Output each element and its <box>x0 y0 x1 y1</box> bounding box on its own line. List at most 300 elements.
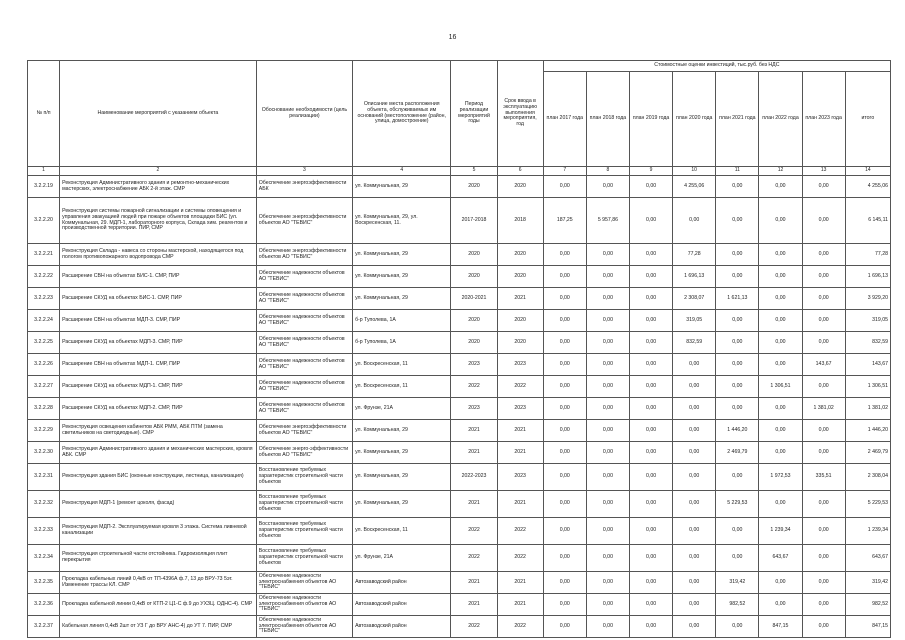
header-2018: план 2018 года <box>586 72 629 167</box>
row-number: 3.2.2.26 <box>28 354 60 376</box>
row-deadline: 2020 <box>497 310 543 332</box>
row-value-2020: 0,00 <box>673 376 716 398</box>
row-period: 2017-2018 <box>451 198 497 244</box>
row-value-2020: 2 308,07 <box>673 288 716 310</box>
row-value-2020: 4 255,06 <box>673 176 716 198</box>
row-number: 3.2.2.27 <box>28 376 60 398</box>
row-value-2020: 0,00 <box>673 518 716 545</box>
table-row <box>28 518 891 545</box>
row-value-2023: 0,00 <box>802 376 845 398</box>
row-value-2021: 0,00 <box>716 332 759 354</box>
row-deadline: 2021 <box>497 572 543 594</box>
row-value-2019: 0,00 <box>629 518 672 545</box>
table-row <box>28 354 891 376</box>
row-period: 2020 <box>451 244 497 266</box>
row-name: Реконструкция строительной части отстойника. Гидроизоляция плит перекрытия <box>60 545 257 572</box>
table-row <box>28 545 891 572</box>
row-location: ул. Коммунальная, 29 <box>353 266 451 288</box>
row-value-2021: 0,00 <box>716 616 759 638</box>
row-value-2017: 0,00 <box>543 310 586 332</box>
row-name: Расширение СВН на объектах МДП-1. СМР, ПИР <box>60 354 257 376</box>
row-value-2018: 0,00 <box>586 491 629 518</box>
row-rationale: Обеспечение надежности объектов АО "ТЕВИС" <box>256 310 352 332</box>
row-value-2019: 0,00 <box>629 266 672 288</box>
row-total: 5 229,53 <box>845 491 890 518</box>
row-value-2023: 1 381,02 <box>802 398 845 420</box>
row-value-2022: 1 306,51 <box>759 376 802 398</box>
row-location: ул. Коммунальная, 29 <box>353 288 451 310</box>
column-number: 14 <box>845 167 890 176</box>
row-total: 77,28 <box>845 244 890 266</box>
row-period: 2022 <box>451 616 497 638</box>
row-name: Прокладка кабельных линий 0,4кВ от ТП-4396А ф.7, 13 до ВРУ-73 5эт. Изменение трассы КЛ. СМР <box>60 572 257 594</box>
row-value-2018: 0,00 <box>586 332 629 354</box>
row-period: 2021 <box>451 491 497 518</box>
row-value-2018: 0,00 <box>586 518 629 545</box>
row-rationale: Обеспечение надежности электроснабжения объектов АО "ТЕВИС" <box>256 594 352 616</box>
row-value-2021: 0,00 <box>716 310 759 332</box>
row-value-2022: 0,00 <box>759 244 802 266</box>
row-value-2019: 0,00 <box>629 176 672 198</box>
row-value-2018: 0,00 <box>586 176 629 198</box>
row-value-2018: 0,00 <box>586 266 629 288</box>
row-value-2020: 319,05 <box>673 310 716 332</box>
row-period: 2020-2021 <box>451 288 497 310</box>
row-name: Реконструкция МДП-1 (ремонт цоколя, фасад) <box>60 491 257 518</box>
header-location: Описание места расположения объекта, обслуживаемых им оснований (местоположение (район, улица, домостроение) <box>353 61 451 167</box>
table-row <box>28 310 891 332</box>
row-location: ул. Фрунзе, 21А <box>353 398 451 420</box>
table-row <box>28 442 891 464</box>
row-number: 3.2.2.33 <box>28 518 60 545</box>
row-rationale: Обеспечение надежности объектов АО "ТЕВИС" <box>256 288 352 310</box>
header-2019: план 2019 года <box>629 72 672 167</box>
row-value-2018: 0,00 <box>586 288 629 310</box>
row-location: ул. Воскресенская, 11 <box>353 376 451 398</box>
row-name: Расширение СВН на объектах МДП-3. СМР, ПИР <box>60 310 257 332</box>
table-row <box>28 266 891 288</box>
row-name: Прокладка кабельной линии 0,4кВ от КТП-2 Ц1-С ф.9 до УХЗЦ. ОДНС-4). СМР <box>60 594 257 616</box>
row-rationale: Восстановление требуемых характеристик строительной части объектов <box>256 518 352 545</box>
row-value-2023: 0,00 <box>802 545 845 572</box>
row-deadline: 2018 <box>497 198 543 244</box>
row-rationale: Обеспечение надежности электроснабжения объектов АО "ТЕВИС" <box>256 572 352 594</box>
column-number: 9 <box>629 167 672 176</box>
row-value-2023: 0,00 <box>802 310 845 332</box>
row-value-2017: 0,00 <box>543 518 586 545</box>
row-deadline: 2021 <box>497 491 543 518</box>
row-total: 319,42 <box>845 572 890 594</box>
row-deadline: 2020 <box>497 266 543 288</box>
row-period: 2021 <box>451 420 497 442</box>
row-period: 2021 <box>451 594 497 616</box>
table-row <box>28 244 891 266</box>
row-deadline: 2023 <box>497 398 543 420</box>
row-total: 2 308,04 <box>845 464 890 491</box>
row-value-2018: 0,00 <box>586 442 629 464</box>
table-row <box>28 572 891 594</box>
row-total: 4 255,06 <box>845 176 890 198</box>
column-number-row <box>28 167 891 176</box>
row-name: Реконструкция Административного здания и ремонтно-механических мастерских, электроснабжение АБК 2-й этаж. СМР <box>60 176 257 198</box>
row-value-2020: 0,00 <box>673 464 716 491</box>
table-row <box>28 332 891 354</box>
row-value-2018: 0,00 <box>586 594 629 616</box>
row-number: 3.2.2.21 <box>28 244 60 266</box>
row-value-2023: 0,00 <box>802 266 845 288</box>
row-value-2019: 0,00 <box>629 545 672 572</box>
header-total: итого <box>845 72 890 167</box>
row-name: Расширение СКУД на объектах МДП-3. СМР, ПИР <box>60 332 257 354</box>
row-value-2018: 0,00 <box>586 464 629 491</box>
row-value-2023: 335,51 <box>802 464 845 491</box>
table-row <box>28 176 891 198</box>
column-number: 3 <box>256 167 352 176</box>
column-number: 8 <box>586 167 629 176</box>
row-deadline: 2022 <box>497 616 543 638</box>
row-value-2018: 0,00 <box>586 376 629 398</box>
row-value-2018: 0,00 <box>586 244 629 266</box>
row-value-2017: 0,00 <box>543 354 586 376</box>
row-value-2017: 0,00 <box>543 420 586 442</box>
row-value-2023: 0,00 <box>802 420 845 442</box>
row-name: Расширение СВН на объектах БИС-1. СМР, ПИР <box>60 266 257 288</box>
row-value-2021: 0,00 <box>716 266 759 288</box>
row-location: ул. Коммунальная, 29 <box>353 491 451 518</box>
row-name: Реконструкция Административного здания и механических мастерских, кровля АБК. СМР <box>60 442 257 464</box>
row-value-2017: 0,00 <box>543 288 586 310</box>
row-value-2019: 0,00 <box>629 572 672 594</box>
table-row <box>28 594 891 616</box>
row-name: Реконструкция системы пожарной сигнализации и системы оповещения и управления эвакуацией людей при пожаре объектов площадки БИС (ул. Коммунальная, 29. МДП-1, лабораторного корпуса, Склада хим. реагентов и производственной территории. ПИР, СМР <box>60 198 257 244</box>
row-value-2017: 0,00 <box>543 594 586 616</box>
table-row <box>28 616 891 638</box>
row-number: 3.2.2.20 <box>28 198 60 244</box>
row-name: Реконструкция здания БИС (оконные конструкции, лестница, канализация) <box>60 464 257 491</box>
column-number: 11 <box>716 167 759 176</box>
row-location: ул. Коммунальная, 29 <box>353 176 451 198</box>
row-value-2021: 0,00 <box>716 398 759 420</box>
row-period: 2020 <box>451 176 497 198</box>
row-number: 3.2.2.22 <box>28 266 60 288</box>
row-value-2021: 0,00 <box>716 545 759 572</box>
row-number: 3.2.2.28 <box>28 398 60 420</box>
row-value-2020: 0,00 <box>673 616 716 638</box>
row-deadline: 2022 <box>497 518 543 545</box>
row-value-2022: 0,00 <box>759 198 802 244</box>
row-value-2018: 0,00 <box>586 545 629 572</box>
header-2021: план 2021 года <box>716 72 759 167</box>
row-value-2018: 0,00 <box>586 572 629 594</box>
row-value-2022: 0,00 <box>759 288 802 310</box>
column-number: 2 <box>60 167 257 176</box>
row-location: ул. Воскресенская, 11 <box>353 354 451 376</box>
row-value-2017: 0,00 <box>543 442 586 464</box>
row-value-2017: 0,00 <box>543 266 586 288</box>
row-value-2022: 0,00 <box>759 420 802 442</box>
row-period: 2021 <box>451 572 497 594</box>
row-total: 982,52 <box>845 594 890 616</box>
row-value-2022: 0,00 <box>759 354 802 376</box>
row-value-2022: 0,00 <box>759 266 802 288</box>
row-value-2023: 0,00 <box>802 176 845 198</box>
row-value-2017: 0,00 <box>543 491 586 518</box>
row-total: 6 145,11 <box>845 198 890 244</box>
row-name: Реконструкция Склада - навеса со стороны мастерской, находящегося под пологом противопожарного водопровода СМР <box>60 244 257 266</box>
row-value-2017: 0,00 <box>543 376 586 398</box>
row-period: 2023 <box>451 354 497 376</box>
row-value-2021: 5 229,53 <box>716 491 759 518</box>
row-location: ул. Коммунальная, 29 <box>353 244 451 266</box>
row-location: ул. Коммунальная, 29 <box>353 420 451 442</box>
header-2020: план 2020 года <box>673 72 716 167</box>
row-rationale: Обеспечение надежности объектов АО "ТЕВИС" <box>256 332 352 354</box>
row-location: ул. Коммунальная, 29, ул. Воскресенская, 11. <box>353 198 451 244</box>
row-location: Автозаводский район <box>353 616 451 638</box>
row-location: Автозаводский район <box>353 594 451 616</box>
row-rationale: Обеспечение энерго-эффективности объектов АО "ТЕВИС" <box>256 442 352 464</box>
row-value-2023: 0,00 <box>802 198 845 244</box>
row-deadline: 2021 <box>497 420 543 442</box>
row-deadline: 2021 <box>497 442 543 464</box>
header-rationale: Обоснование необходимости (цель реализации) <box>256 61 352 167</box>
row-total: 3 929,20 <box>845 288 890 310</box>
row-total: 1 696,13 <box>845 266 890 288</box>
row-value-2020: 0,00 <box>673 398 716 420</box>
row-value-2022: 1 972,53 <box>759 464 802 491</box>
row-deadline: 2020 <box>497 332 543 354</box>
row-value-2022: 0,00 <box>759 310 802 332</box>
row-value-2019: 0,00 <box>629 491 672 518</box>
row-value-2023: 0,00 <box>802 518 845 545</box>
row-value-2020: 0,00 <box>673 420 716 442</box>
row-value-2021: 319,42 <box>716 572 759 594</box>
row-rationale: Обеспечение надежности объектов АО "ТЕВИС" <box>256 266 352 288</box>
row-value-2023: 0,00 <box>802 572 845 594</box>
row-number: 3.2.2.25 <box>28 332 60 354</box>
row-value-2018: 0,00 <box>586 354 629 376</box>
row-value-2021: 0,00 <box>716 518 759 545</box>
row-rationale: Восстановление требуемых характеристик строительной части объектов <box>256 491 352 518</box>
row-total: 319,05 <box>845 310 890 332</box>
row-number: 3.2.2.35 <box>28 572 60 594</box>
row-deadline: 2023 <box>497 354 543 376</box>
row-value-2019: 0,00 <box>629 594 672 616</box>
table-row <box>28 491 891 518</box>
column-number: 10 <box>673 167 716 176</box>
row-rationale: Обеспечение надежности объектов АО "ТЕВИС" <box>256 376 352 398</box>
table-row <box>28 288 891 310</box>
row-value-2020: 0,00 <box>673 442 716 464</box>
row-total: 643,67 <box>845 545 890 572</box>
row-value-2019: 0,00 <box>629 354 672 376</box>
row-deadline: 2021 <box>497 288 543 310</box>
row-value-2017: 0,00 <box>543 176 586 198</box>
row-name: Расширение СКУД на объектах БИС-1. СМР, ПИР <box>60 288 257 310</box>
row-value-2022: 847,15 <box>759 616 802 638</box>
row-location: б-р Туполева, 1А <box>353 310 451 332</box>
row-value-2019: 0,00 <box>629 198 672 244</box>
row-number: 3.2.2.24 <box>28 310 60 332</box>
row-period: 2023 <box>451 398 497 420</box>
row-value-2020: 0,00 <box>673 572 716 594</box>
row-value-2023: 0,00 <box>802 288 845 310</box>
row-rationale: Восстановление требуемых характеристик строительной части объектов <box>256 464 352 491</box>
row-number: 3.2.2.34 <box>28 545 60 572</box>
row-rationale: Обеспечение энергоэффективности АБК <box>256 176 352 198</box>
row-total: 832,59 <box>845 332 890 354</box>
row-total: 1 446,20 <box>845 420 890 442</box>
row-value-2023: 0,00 <box>802 442 845 464</box>
table-row <box>28 420 891 442</box>
row-period: 2022 <box>451 518 497 545</box>
row-deadline: 2020 <box>497 244 543 266</box>
row-value-2023: 0,00 <box>802 594 845 616</box>
row-value-2021: 0,00 <box>716 464 759 491</box>
row-value-2022: 0,00 <box>759 491 802 518</box>
row-value-2021: 1 446,20 <box>716 420 759 442</box>
row-period: 2022 <box>451 545 497 572</box>
row-value-2022: 0,00 <box>759 594 802 616</box>
row-value-2022: 1 239,34 <box>759 518 802 545</box>
row-value-2020: 0,00 <box>673 491 716 518</box>
table-body <box>28 176 891 638</box>
row-period: 2022-2023 <box>451 464 497 491</box>
row-value-2021: 0,00 <box>716 198 759 244</box>
row-name: Кабельная линия 0,4кВ 2шт от УЗ Г до ВРУ АНС-4) до УТ 7. ПИР, СМР <box>60 616 257 638</box>
row-value-2022: 0,00 <box>759 332 802 354</box>
column-number: 6 <box>497 167 543 176</box>
row-name: Расширение СКУД на объектах МДП-1. СМР, ПИР <box>60 376 257 398</box>
column-number: 5 <box>451 167 497 176</box>
column-number: 7 <box>543 167 586 176</box>
row-value-2017: 187,25 <box>543 198 586 244</box>
header-period: Период реализации мероприятий годы <box>451 61 497 167</box>
row-rationale: Обеспечение надежности электроснабжения объектов АО "ТЕВИС" <box>256 616 352 638</box>
row-value-2018: 5 957,86 <box>586 198 629 244</box>
row-rationale: Обеспечение энергоэффективности объектов АО "ТЕВИС" <box>256 198 352 244</box>
row-value-2019: 0,00 <box>629 442 672 464</box>
row-value-2021: 1 621,13 <box>716 288 759 310</box>
row-value-2020: 0,00 <box>673 198 716 244</box>
row-period: 2021 <box>451 442 497 464</box>
table-row <box>28 464 891 491</box>
row-deadline: 2023 <box>497 464 543 491</box>
row-value-2021: 0,00 <box>716 176 759 198</box>
row-value-2023: 0,00 <box>802 244 845 266</box>
row-value-2023: 143,67 <box>802 354 845 376</box>
row-value-2021: 2 469,79 <box>716 442 759 464</box>
row-number: 3.2.2.23 <box>28 288 60 310</box>
row-number: 3.2.2.29 <box>28 420 60 442</box>
row-number: 3.2.2.30 <box>28 442 60 464</box>
row-location: ул. Фрунзе, 21А <box>353 545 451 572</box>
row-rationale: Восстановление требуемых характеристик строительной части объектов <box>256 545 352 572</box>
row-value-2019: 0,00 <box>629 464 672 491</box>
column-number: 1 <box>28 167 60 176</box>
row-value-2017: 0,00 <box>543 244 586 266</box>
row-value-2020: 0,00 <box>673 354 716 376</box>
row-total: 143,67 <box>845 354 890 376</box>
row-period: 2022 <box>451 376 497 398</box>
row-value-2019: 0,00 <box>629 244 672 266</box>
row-number: 3.2.2.31 <box>28 464 60 491</box>
row-total: 847,15 <box>845 616 890 638</box>
row-value-2022: 0,00 <box>759 176 802 198</box>
row-value-2021: 0,00 <box>716 376 759 398</box>
row-deadline: 2020 <box>497 176 543 198</box>
column-number: 13 <box>802 167 845 176</box>
row-value-2018: 0,00 <box>586 616 629 638</box>
row-value-2019: 0,00 <box>629 616 672 638</box>
row-value-2017: 0,00 <box>543 464 586 491</box>
row-name: Реконструкция МДП-2. Эксплуатируемая кровля 3 этажа. Система ливневой канализации <box>60 518 257 545</box>
row-number: 3.2.2.19 <box>28 176 60 198</box>
row-value-2018: 0,00 <box>586 420 629 442</box>
row-location: Автозаводский район <box>353 572 451 594</box>
row-total: 1 239,34 <box>845 518 890 545</box>
row-rationale: Обеспечение энергоэффективности объектов АО "ТЕВИС" <box>256 420 352 442</box>
row-rationale: Обеспечение надежности объектов АО "ТЕВИС" <box>256 398 352 420</box>
row-location: б-р Туполева, 1А <box>353 332 451 354</box>
row-value-2023: 0,00 <box>802 491 845 518</box>
table-row <box>28 398 891 420</box>
row-value-2020: 832,59 <box>673 332 716 354</box>
row-location: ул. Коммунальная, 29 <box>353 464 451 491</box>
row-rationale: Обеспечение энергоэффективности объектов АО "ТЕВИС" <box>256 244 352 266</box>
row-value-2020: 77,28 <box>673 244 716 266</box>
row-value-2019: 0,00 <box>629 420 672 442</box>
row-location: ул. Воскресенская, 11 <box>353 518 451 545</box>
row-deadline: 2022 <box>497 545 543 572</box>
row-value-2018: 0,00 <box>586 398 629 420</box>
header-deadline: Срок ввода в эксплуатацию выполнения мероприятия, год <box>497 61 543 167</box>
page-number: 16 <box>448 34 457 41</box>
table-row <box>28 198 891 244</box>
row-period: 2020 <box>451 332 497 354</box>
header-no: № п/п <box>28 61 60 167</box>
row-value-2019: 0,00 <box>629 310 672 332</box>
header-2017: план 2017 года <box>543 72 586 167</box>
row-value-2021: 982,52 <box>716 594 759 616</box>
row-value-2017: 0,00 <box>543 545 586 572</box>
row-number: 3.2.2.36 <box>28 594 60 616</box>
row-value-2019: 0,00 <box>629 332 672 354</box>
row-rationale: Обеспечение надежности объектов АО "ТЕВИС" <box>256 354 352 376</box>
row-deadline: 2021 <box>497 594 543 616</box>
row-value-2022: 0,00 <box>759 398 802 420</box>
header-2023: план 2023 года <box>802 72 845 167</box>
row-name: Расширение СКУД на объектах МДП-2. СМР, ПИР <box>60 398 257 420</box>
row-value-2017: 0,00 <box>543 572 586 594</box>
header-2022: план 2022 года <box>759 72 802 167</box>
row-value-2020: 0,00 <box>673 594 716 616</box>
row-value-2023: 0,00 <box>802 332 845 354</box>
row-value-2019: 0,00 <box>629 398 672 420</box>
row-value-2019: 0,00 <box>629 376 672 398</box>
row-value-2022: 0,00 <box>759 572 802 594</box>
row-value-2020: 0,00 <box>673 545 716 572</box>
row-period: 2020 <box>451 266 497 288</box>
row-location: ул. Коммунальная, 29 <box>353 442 451 464</box>
row-number: 3.2.2.37 <box>28 616 60 638</box>
row-total: 1 381,02 <box>845 398 890 420</box>
table-row <box>28 376 891 398</box>
row-value-2022: 643,67 <box>759 545 802 572</box>
row-total: 2 469,79 <box>845 442 890 464</box>
row-value-2021: 0,00 <box>716 354 759 376</box>
row-period: 2020 <box>451 310 497 332</box>
